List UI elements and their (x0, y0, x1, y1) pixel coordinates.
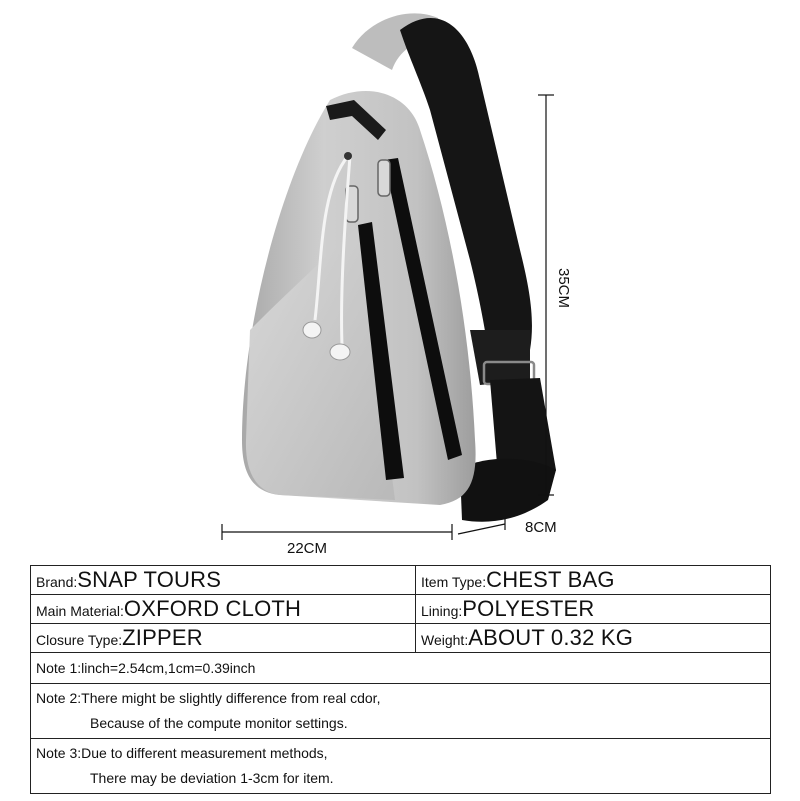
zipper-pull-right (378, 160, 390, 196)
item-type-value: CHEST BAG (486, 567, 615, 592)
note-2-line-2: Because of the compute monitor settings. (90, 715, 348, 731)
lining-value: POLYESTER (462, 596, 595, 621)
spec-row-closure (31, 624, 771, 653)
depth-dimension-label: 8CM (525, 519, 557, 536)
note-1 (31, 653, 771, 684)
spec-row-brand (31, 566, 771, 595)
note-2-line-1: Note 2:There might be slightly difference from real cdor, (36, 690, 381, 706)
main-material-value: OXFORD CLOTH (123, 596, 302, 621)
note-2 (31, 684, 771, 739)
height-dimension-label: 35CM (555, 268, 572, 309)
closure-type-cell (31, 624, 416, 653)
closure-type-label: Closure Type: (36, 632, 123, 648)
brand-cell (31, 566, 416, 595)
weight-value: ABOUT 0.32 KG (468, 625, 634, 650)
note-3-line-1: Note 3:Due to different measurement methods, (36, 745, 328, 761)
note-row-1 (31, 653, 771, 684)
note-3 (31, 739, 771, 794)
brand-value: SNAP TOURS (77, 567, 222, 592)
spec-table (30, 565, 771, 794)
lining-label: Lining: (421, 603, 463, 619)
item-type-cell (416, 566, 771, 595)
weight-cell (416, 624, 771, 653)
note-row-2 (31, 684, 771, 739)
note-1-text: Note 1:linch=2.54cm,1cm=0.39inch (36, 659, 256, 676)
note-3-line-2: There may be deviation 1-3cm for item. (90, 770, 334, 786)
lining-cell (416, 595, 771, 624)
weight-label: Weight: (421, 632, 469, 648)
closure-type-value: ZIPPER (122, 625, 203, 650)
main-material-cell (31, 595, 416, 624)
brand-label: Brand: (36, 574, 78, 590)
note-row-3 (31, 739, 771, 794)
item-type-label: Item Type: (421, 574, 487, 590)
spec-row-material (31, 595, 771, 624)
bag-body (242, 91, 476, 505)
main-material-label: Main Material: (36, 603, 124, 619)
width-dimension-label: 22CM (287, 540, 328, 557)
